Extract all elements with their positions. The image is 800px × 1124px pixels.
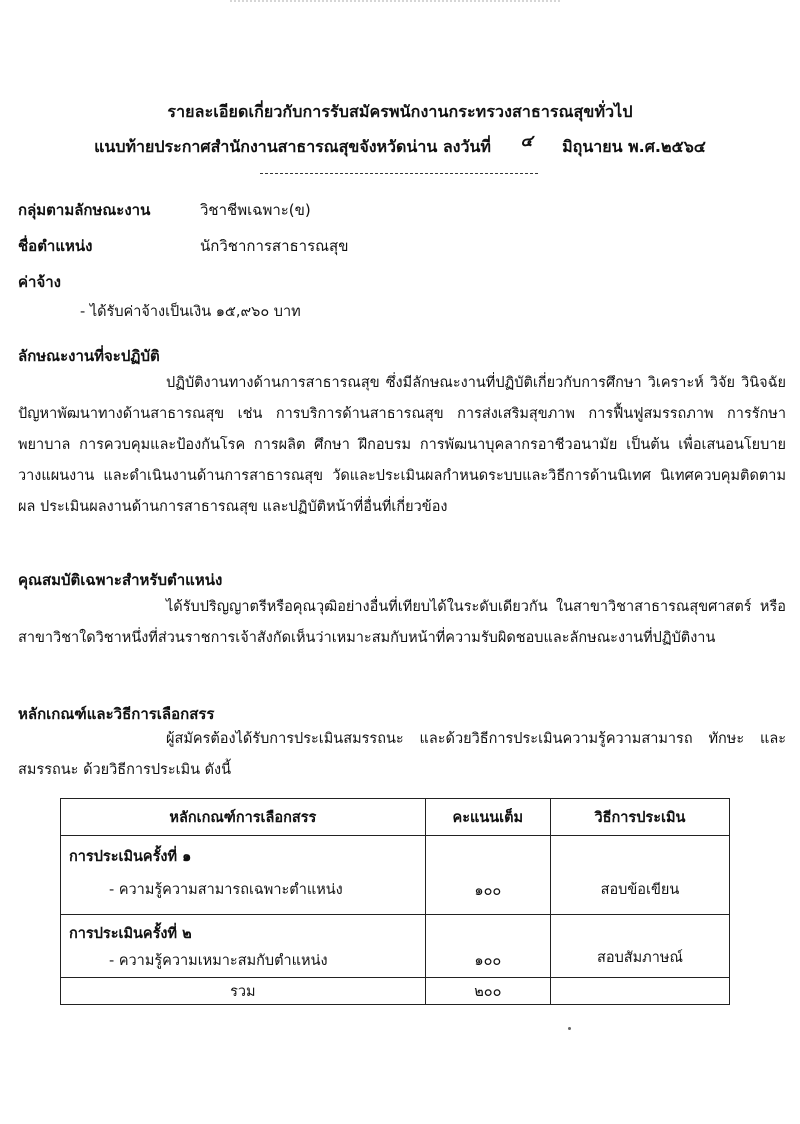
- header-method: วิธีการประเมิน: [550, 799, 729, 836]
- position-value: นักวิชาการสาธารณสุข: [200, 237, 349, 255]
- document-title: รายละเอียดเกี่ยวกับการรับสมัครพนักงานกระทรวงสาธารณสุขทั่วไป: [167, 102, 633, 121]
- qualifications-heading: คุณสมบัติเฉพาะสำหรับตำแหน่ง: [18, 571, 223, 589]
- group-label: กลุ่มตามลักษณะงาน: [18, 201, 151, 219]
- selection-heading: หลักเกณฑ์และวิธีการเลือกสรร: [18, 705, 215, 723]
- group-value: วิชาชีพเฉพาะ(ข): [200, 201, 311, 219]
- round2-score: ๑๐๐: [425, 915, 550, 978]
- position-label: ชื่อตำแหน่ง: [18, 237, 93, 255]
- subtitle-prefix: แนบท้ายประกาศสำนักงานสาธารณสุขจังหวัดน่าน ลงวันที่: [94, 137, 491, 156]
- round2-item: - ความรู้ความเหมาะสมกับตำแหน่ง: [109, 953, 328, 969]
- header-criteria: หลักเกณฑ์การเลือกสรร: [61, 799, 426, 836]
- total-score: ๒๐๐: [425, 978, 550, 1005]
- selection-paragraph: ผู้สมัครต้องได้รับการประเมินสมรรถนะ และด้วยวิธีการประเมินความรู้ความสามารถ ทักษะ และสมรรถนะ ด้วยวิธีการประเมิน ดังนี้: [18, 731, 786, 778]
- table-header-row: [61, 799, 730, 836]
- round1-method: สอบข้อเขียน: [550, 836, 729, 915]
- round2-criteria-cell: [61, 915, 426, 978]
- total-method-empty: [550, 978, 729, 1005]
- handwritten-day: ๔: [520, 131, 533, 150]
- wage-heading: ค่าจ้าง: [18, 273, 61, 291]
- round1-criteria-cell: [61, 836, 426, 915]
- total-label: รวม: [61, 978, 426, 1005]
- round1-title: การประเมินครั้งที่ ๑: [69, 849, 192, 865]
- document-subtitle: [0, 131, 800, 160]
- table-row: [61, 836, 730, 915]
- qualifications-paragraph: ได้รับปริญญาตรีหรือคุณวุฒิอย่างอื่นที่เทียบได้ในระดับเดียวกัน ในสาขาวิชาสาธารณสุขศาสตร์ หรือสาขาวิชาใดวิชาหนึ่งที่ส่วนราชการเจ้าสังกัดเห็นว่าเหมาะสมกับหน้าที่ความรับผิดชอบและลักษณะงานที่ปฏิบัติงาน: [18, 599, 786, 646]
- duties-heading: ลักษณะงานที่จะปฏิบัติ: [18, 347, 160, 365]
- round1-item: - ความรู้ความสามารถเฉพาะตำแหน่ง: [109, 882, 343, 898]
- table-row: [61, 915, 730, 978]
- subtitle-suffix: มิถุนายน พ.ศ.๒๕๖๔: [562, 137, 706, 156]
- title-divider: [260, 173, 538, 174]
- table-total-row: [61, 978, 730, 1005]
- scan-residue: [230, 0, 560, 8]
- evaluation-table: [60, 798, 730, 1005]
- duties-paragraph: ปฏิบัติงานทางด้านการสาธารณสุข ซึ่งมีลักษณะงานที่ปฏิบัติเกี่ยวกับการศึกษา วิเคราะห์ วิจัย วินิจฉัยปัญหาพัฒนาทางด้านสาธารณสุข เช่น การบริการด้านสาธารณสุข การส่งเสริมสุขภาพ การฟื้นฟูสมรรถภาพ การรักษาพยาบาล การควบคุมและป้องกันโรค การผลิต ศึกษา ฝึกอบรม การพัฒนาบุคลากรอาชีวอนามัย เป็นต้น เพื่อเสนอนโยบาย วางแผนงาน และดำเนินงานด้านการสาธารณสุข วัดและประเมินผลกำหนดระบบและวิธีการด้านนิเทศ นิเทศควบคุมติดตามผล ประเมินผลงานด้านการสาธารณสุข และปฏิบัติหน้าที่อื่นที่เกี่ยวข้อง: [18, 375, 786, 515]
- header-score: คะแนนเต็ม: [425, 799, 550, 836]
- scan-speck: [568, 1027, 571, 1030]
- round2-title: การประเมินครั้งที่ ๒: [69, 926, 192, 942]
- round2-method: สอบสัมภาษณ์: [550, 915, 729, 978]
- round1-score: ๑๐๐: [425, 836, 550, 915]
- wage-text: - ได้รับค่าจ้างเป็นเงิน ๑๕,๙๖๐ บาท: [80, 304, 301, 320]
